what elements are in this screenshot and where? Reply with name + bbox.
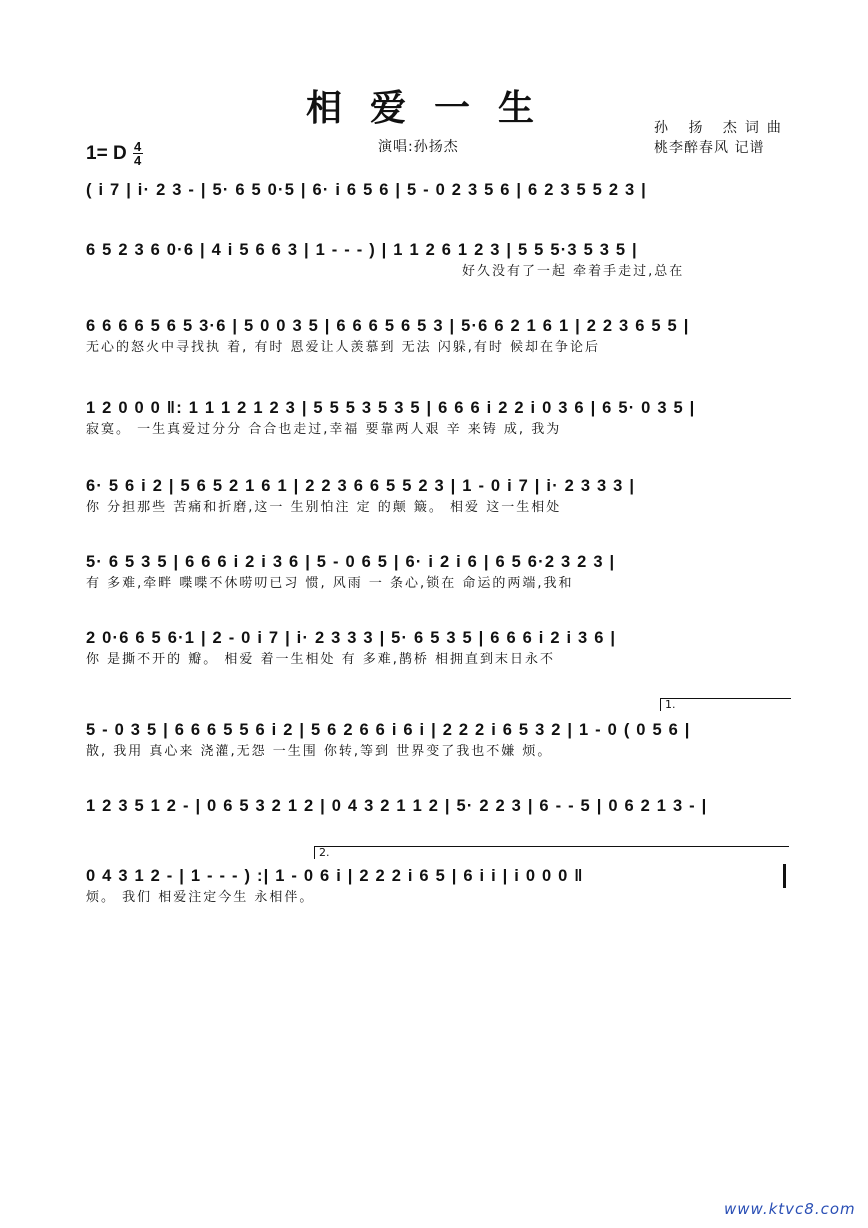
notation-line: 6· 5 6 i 2 | 5 6 5 2 1 6 1 | 2 2 3 6 6 5 5 2 3 | 1 - 0 i 7 | i· 2 3 3 3 |	[86, 477, 636, 495]
score-system	[86, 238, 786, 282]
credits	[654, 118, 789, 158]
lyrics-line: 寂寞。 一生真爱过分分 合合也走过,幸福 要靠两人艰 辛 来铸 成, 我为	[86, 422, 562, 437]
notation-line: 6 5 2 3 6 0·6 | 4 i 5 6 6 3 | 1 - - - ) | 1 1 2 6 1 2 3 | 5 5 5·3 5 3 5 |	[86, 241, 638, 259]
second-ending-bracket: 2.	[314, 846, 789, 859]
score-system	[86, 718, 786, 762]
singer-credit: 演唱:孙扬杰	[378, 139, 459, 155]
lyrics-line: 散, 我用 真心来 浇灌,无怨 一生围 你转,等到 世界变了我也不嫌 烦。	[86, 744, 553, 759]
transcriber-credit: 桃李醉春风 记谱	[654, 140, 765, 156]
score-system	[86, 178, 786, 222]
score-system	[86, 864, 786, 908]
lyrics-line: 好久没有了一起 牵着手走过,总在	[462, 264, 685, 279]
site-watermark: www.ktvc8.com	[724, 1200, 856, 1218]
notation-line: 5 - 0 3 5 | 6 6 6 5 5 6 i 2 | 5 6 2 6 6 i 6 i | 2 2 2 i 6 5 3 2 | 1 - 0 ( 0 5 6 |	[86, 721, 691, 739]
notation-line: 1 2 3 5 1 2 - | 0 6 5 3 2 1 2 | 0 4 3 2 1 1 2 | 5· 2 2 3 | 6 - - 5 | 0 6 2 1 3 - |	[86, 797, 708, 815]
lyricist-credit: 孙 扬 杰词曲	[654, 120, 789, 136]
score-system	[86, 396, 786, 440]
score-system	[86, 550, 786, 594]
score-system	[86, 626, 786, 670]
key-label: 1= D	[86, 142, 127, 164]
lyrics-line: 你 是撕不开的 瓣。 相爱 着一生相处 有 多难,鹊桥 相拥直到末日永不	[86, 652, 556, 667]
time-signature-bottom: 4	[134, 153, 142, 168]
key-signature	[86, 140, 143, 167]
score-system	[86, 474, 786, 518]
lyrics-line: 你 分担那些 苦痛和折磨,这一 生别怕注 定 的颠 簸。 相爱 这一生相处	[86, 500, 562, 515]
lyrics-line: 烦。 我们 相爱注定今生 永相伴。	[86, 890, 315, 905]
notation-line: 5· 6 5 3 5 | 6 6 6 i 2 i 3 6 | 5 - 0 6 5 | 6· i 2 i 6 | 6 5 6·2 3 2 3 |	[86, 553, 616, 571]
lyrics-line	[86, 202, 786, 222]
time-signature-top: 4	[134, 139, 142, 154]
notation-line: 2 0·6 6 5 6·1 | 2 - 0 i 7 | i· 2 3 3 3 | 5· 6 5 3 5 | 6 6 6 i 2 i 3 6 |	[86, 629, 617, 647]
notation-line: 1 2 0 0 0 ‖: 1 1 1 2 1 2 3 | 5 5 5 3 5 3 5 | 6 6 6 i 2 2 i 0 3 6 | 6 5· 0 3 5 |	[86, 399, 696, 417]
lyrics-line: 无心的怒火中寻找执 着, 有时 恩爱让人羡慕到 无法 闪躲,有时 候却在争论后	[86, 340, 601, 355]
time-signature	[133, 140, 143, 167]
notation-line: 0 4 3 1 2 - | 1 - - - ) :| 1 - 0 6 i | 2 2 2 i 6 5 | 6 i i | i 0 0 0 ‖	[86, 867, 584, 885]
score-system	[86, 794, 786, 838]
first-ending-bracket: 1.	[660, 698, 791, 711]
notation-line: ( i 7 | i· 2 3 - | 5· 6 5 0·5 | 6· i 6 5 6 | 5 - 0 2 3 5 6 | 6 2 3 5 5 2 3 |	[86, 181, 647, 199]
lyrics-line	[86, 818, 786, 838]
score-system	[86, 314, 786, 358]
final-barline	[783, 864, 786, 888]
song-title: 相爱一生	[305, 87, 562, 129]
notation-line: 6 6 6 6 5 6 5 3·6 | 5 0 0 3 5 | 6 6 6 5 6 5 3 | 5·6 6 2 1 6 1 | 2 2 3 6 5 5 |	[86, 317, 690, 335]
lyrics-line: 有 多难,牵畔 喋喋不休唠叨已习 惯, 风雨 一 条心,锁在 命运的两端,我和	[86, 576, 574, 591]
